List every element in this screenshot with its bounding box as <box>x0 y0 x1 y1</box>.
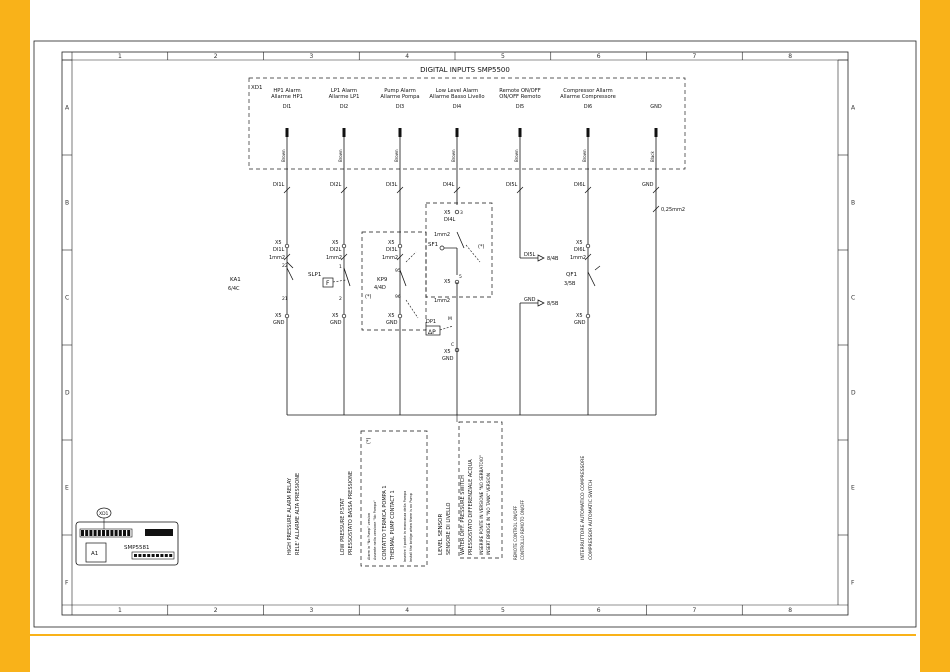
note-remote-it: CONTROLLO REMOTO ON/OFF <box>520 499 525 560</box>
input-label-it: ON/OFF Remoto <box>499 94 541 100</box>
ref-gnd-target: 8/5B <box>547 301 559 307</box>
note-compressor <box>580 456 594 560</box>
note-comp-it: INTERRUTTORE AUTOMATICO COMPRESSORE <box>581 455 586 560</box>
pin-terminal <box>286 128 289 137</box>
column-marker-top: 8 <box>788 53 793 60</box>
input-label-en: Pump Alarm <box>384 88 416 94</box>
ka1-relay-contact <box>228 262 293 302</box>
gnd-reference <box>520 297 559 415</box>
input-column-gnd <box>642 104 685 415</box>
input-label-it: Allarme Basso Livello <box>429 94 485 100</box>
wire-color-label: Brown <box>451 149 456 162</box>
dp1-label: DP1 <box>426 319 437 325</box>
input-label-it: Allarme HP1 <box>271 94 303 100</box>
term-3: 3 <box>460 211 463 216</box>
term-21: 21 <box>282 297 288 302</box>
x5-pin: DI1L <box>273 247 285 253</box>
section-label: 1mm2 <box>570 255 587 261</box>
x5-label: X5 <box>576 240 583 246</box>
x5-label: X5 <box>332 240 339 246</box>
pin-label: DI1 <box>282 104 292 110</box>
wire-tag: DI5L <box>506 182 518 188</box>
gnd-section: 0,25mm2 <box>661 207 686 213</box>
pump-note-2: CONTATTO TERMICA POMPA 1 <box>382 485 388 560</box>
wire-tag: DI6L <box>574 182 586 188</box>
pump-note-star2: (*) <box>366 437 372 444</box>
term-C: C <box>451 343 455 348</box>
pump-note-3: THERMAL PUMP CONTACT 1 <box>390 490 396 560</box>
x5-pin: DI6L <box>574 247 586 253</box>
section-label: 1mm2 <box>382 255 399 261</box>
row-marker: E <box>65 484 69 492</box>
kp9-ref: 4/4D <box>374 285 386 291</box>
wire-color-label: Black <box>650 151 655 162</box>
connector-label: XD1 <box>251 85 263 91</box>
column-marker-bottom: 2 <box>213 607 218 614</box>
wire-tag: GND <box>642 182 654 188</box>
column-marker-bottom: 7 <box>692 607 697 614</box>
ref-di5l-target: 8/4B <box>547 256 559 262</box>
term-95: 95 <box>395 269 401 274</box>
pin-terminal <box>456 128 459 137</box>
column-marker-top: 3 <box>309 53 314 60</box>
x5-pin: DI2L <box>330 247 342 253</box>
level-note-5: INSERT BRIDGE IN "NO TANK" VERSION <box>486 473 491 555</box>
pin-label: DI5 <box>515 104 525 110</box>
section-label: 1mm2 <box>269 255 286 261</box>
sf1-label: SF1 <box>428 242 439 248</box>
pin-terminal <box>655 128 658 137</box>
row-marker: D <box>65 389 70 397</box>
ref-di5l-tag: DI5L <box>524 252 536 258</box>
term-M: M <box>448 317 452 322</box>
row-markers <box>62 60 856 587</box>
term-5: 5 <box>459 275 462 280</box>
gnd-label: GND <box>273 320 285 326</box>
input-label-it: Allarme LP1 <box>328 94 360 100</box>
input-label-en: Compressor Allarm <box>563 88 613 94</box>
pin-terminal <box>399 128 402 137</box>
x5-label: X5 <box>275 240 282 246</box>
row-marker: F <box>851 579 855 587</box>
ref-gnd-tag: GND <box>524 297 536 303</box>
level-note-1: SENSORE DI LIVELLO <box>446 502 452 555</box>
note-level <box>438 455 491 555</box>
x5-gnd-label: X5 <box>576 313 583 319</box>
column-marker-top: 1 <box>117 53 122 60</box>
input-label-it: Allarme Compressore <box>560 94 616 100</box>
dp1-symbol: ΔP <box>428 329 436 336</box>
x5-level-gnd: X5 <box>444 349 451 355</box>
pin-label: DI2 <box>339 104 349 110</box>
pump-note-star: (*) <box>365 294 372 300</box>
input-label-en: Remote ON/OFF <box>499 88 541 94</box>
term-22: 22 <box>282 264 288 269</box>
column-marker-top: 5 <box>500 53 505 60</box>
note-remote-en: REMOTE CONTROL ON/OFF <box>513 505 518 560</box>
term-1: 1 <box>339 265 342 270</box>
outer-frame <box>34 41 916 627</box>
slp1-label: SLP1 <box>308 272 322 278</box>
note-lp-pstat-it: PRESSOSTATO BASSA PRESSIONE <box>348 471 354 555</box>
row-marker: A <box>65 104 70 112</box>
pin-label: DI4 <box>452 104 462 110</box>
qf1-ref: 3/5B <box>564 281 576 287</box>
row-marker: F <box>65 579 69 587</box>
column-marker-bottom: 6 <box>596 607 601 614</box>
row-marker: C <box>65 294 70 302</box>
term-96: 96 <box>395 295 401 300</box>
module-label: SMP5581 <box>124 545 150 551</box>
row-marker: B <box>851 199 856 207</box>
note-hp-relay-en: HIGH PRESSURE ALARM RELAY <box>287 477 293 555</box>
module-conn: XD1 <box>99 512 109 517</box>
row-marker: B <box>65 199 70 207</box>
di5l-reference <box>520 200 559 262</box>
note-lp-pstat <box>340 471 354 555</box>
level-note-4: INSERIRE PONTE IN VERSIONE "NO SERBATOIO" <box>479 454 484 555</box>
column-marker-bottom: 3 <box>309 607 314 614</box>
gnd-label: GND <box>574 320 586 326</box>
column-marker-top: 4 <box>405 53 410 60</box>
pin-label: DI3 <box>395 104 405 110</box>
pump-note-0: Alarm in "No Pump" version <box>367 512 371 560</box>
level-note-3: PRESSOSTATO DIFFERENZIALE ACQUA <box>468 459 474 555</box>
input-columns <box>269 88 685 415</box>
wire-color-label: Brown <box>394 149 399 162</box>
column-marker-top: 6 <box>596 53 601 60</box>
note-hp-relay-it: RELE' ALLARME ALTA PRESSIONE <box>295 472 301 555</box>
x5-label: X5 <box>388 240 395 246</box>
level-note-2: WATER DIFF. PRESSURE SWITCH <box>460 475 466 555</box>
row-marker: D <box>851 389 856 397</box>
level-note-0: LEVEL SENSOR <box>438 513 444 555</box>
x5-gnd-label: X5 <box>332 313 339 319</box>
wire-tag: DI3L <box>386 182 398 188</box>
input-column-di6 <box>560 88 616 415</box>
kp9-label: KP9 <box>377 277 388 283</box>
note-hp-relay <box>287 473 301 555</box>
column-marker-bottom: 1 <box>117 607 122 614</box>
svg-text:F: F <box>326 280 330 287</box>
qf1-label: QF1 <box>566 272 577 278</box>
input-label-en: LP1 Alarm <box>330 88 358 94</box>
diagram-title: DIGITAL INPUTS SMP5500 <box>420 66 510 74</box>
input-column-di5 <box>499 88 540 200</box>
wire-color-label: Brown <box>582 149 587 162</box>
qf1-breaker <box>564 266 600 287</box>
note-pump <box>366 438 413 562</box>
wire-tag: DI4L <box>443 182 455 188</box>
level-note-star: (*) <box>478 244 485 250</box>
pin-terminal <box>519 128 522 137</box>
smp5581-module <box>76 508 178 565</box>
gnd-label: GND <box>386 320 398 326</box>
x5-gnd-label: X5 <box>388 313 395 319</box>
column-marker-top: 7 <box>692 53 697 60</box>
column-marker-bottom: 8 <box>788 607 793 614</box>
row-marker: C <box>851 294 856 302</box>
input-label-it: Allarme Pompa <box>380 94 420 100</box>
note-comp-en: COMPRESSOR AUTOMATIC SWITCH <box>589 479 594 560</box>
wire-tag: DI2L <box>330 182 342 188</box>
module-slot: A1 <box>91 551 99 557</box>
gnd-label: GND <box>330 320 342 326</box>
pin-terminal <box>587 128 590 137</box>
pin-label: GND <box>650 104 662 110</box>
pump-note-4: Inserire il ponte in mancanza della Pompa <box>403 490 407 562</box>
section-label: 1mm2 <box>326 255 343 261</box>
input-column-di3 <box>380 88 419 415</box>
x5-di4l-top: X5 <box>444 210 451 216</box>
section-level-bottom: 1mm2 <box>434 298 451 304</box>
x5-pin: DI3L <box>386 247 398 253</box>
wire-tag: DI1L <box>273 182 285 188</box>
wire-color-label: Brown <box>338 149 343 162</box>
gnd-level: GND <box>442 356 454 362</box>
pin-terminal <box>343 128 346 137</box>
ka1-ref: 6/4C <box>228 286 240 292</box>
di4l-top: DI4L <box>444 217 456 223</box>
note-lp-pstat-en: LOW PRESSURE P.STAT <box>340 498 346 555</box>
pin-label: DI6 <box>583 104 593 110</box>
wire-color-label: Brown <box>281 149 286 162</box>
term-2: 2 <box>339 297 342 302</box>
pump-note-1: Assente nella versione "No Pompa" <box>373 500 377 560</box>
x5-gnd-label: X5 <box>275 313 282 319</box>
section-level: 1mm2 <box>434 232 451 238</box>
input-label-en: Low Level Alarm <box>435 88 479 94</box>
column-marker-top: 2 <box>213 53 218 60</box>
x5-level-bottom: X5 <box>444 279 451 285</box>
column-marker-bottom: 4 <box>405 607 410 614</box>
inner-frame <box>62 52 848 615</box>
ka1-label: KA1 <box>230 277 241 283</box>
wire-color-label: Brown <box>514 149 519 162</box>
input-column-di1 <box>269 88 303 415</box>
input-label-en: HP1 Alarm <box>273 88 301 94</box>
column-marker-bottom: 5 <box>500 607 505 614</box>
note-remote <box>513 499 525 560</box>
pump-note-5: Install the bridge when there is no Pump <box>409 493 413 562</box>
row-marker: E <box>851 484 855 492</box>
row-marker: A <box>851 104 856 112</box>
input-column-di2 <box>326 88 359 415</box>
